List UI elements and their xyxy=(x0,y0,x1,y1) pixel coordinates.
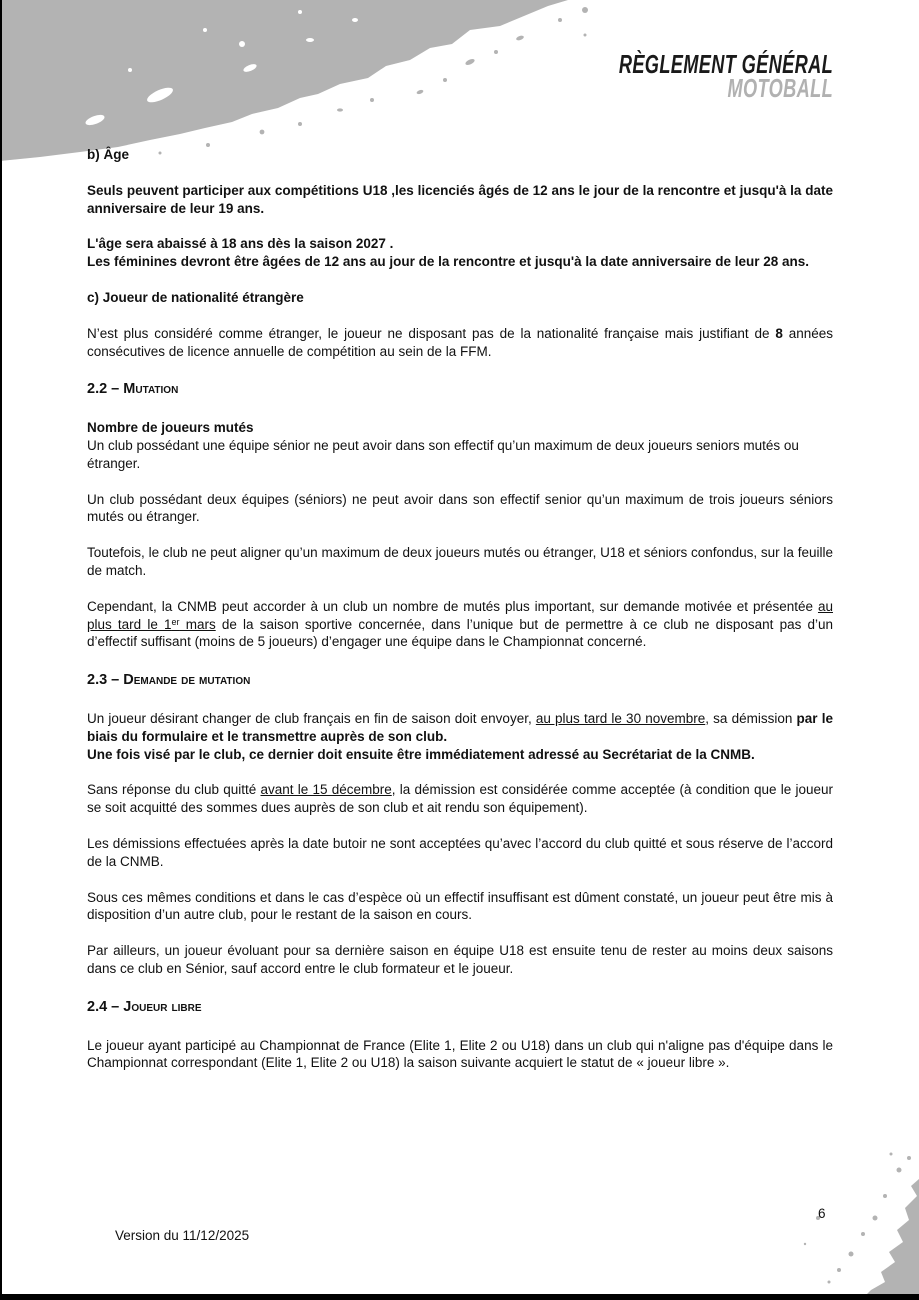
brand-subtitle: MOTOBALL xyxy=(727,73,833,103)
document-body xyxy=(87,146,833,1090)
section-heading: 2.2 – Mutation xyxy=(87,381,179,398)
paragraph: L'âge sera abaissé à 18 ans dès la saison 2027 . Les féminines devront être âgées de 12 ans au jour de la rencontre et jusqu'à la date anniversaire de leur 28 ans. xyxy=(87,236,809,270)
paragraph: Sans réponse du club quitté avant le 15 décembre, la démission est considérée comme acceptée (à condition que le joueur se soit acquitté des sommes dues auprès de son club et ait rendu son équipement). xyxy=(87,782,833,816)
paragraph: Les démissions effectuées après la date butoir ne sont acceptées qu’avec l’accord du club quitté et sous réserve de l’accord de la CNMB. xyxy=(87,835,833,869)
heading: c) Joueur de nationalité étrangère xyxy=(87,289,304,305)
paragraph: Par ailleurs, un joueur évoluant pour sa dernière saison en équipe U18 est ensuite tenu de rester au moins deux saisons dans ce club en Sénior, sauf accord entre le club formateur et le joueur. xyxy=(87,943,833,976)
paragraph: N’est plus considéré comme étranger, le joueur ne disposant pas de la nationalité française mais justifiant de 8 années consécutives de licence annuelle de compétition au sein de la FFM. xyxy=(87,325,833,359)
heading: b) Âge xyxy=(87,147,129,162)
section-heading: 2.3 – Demande de mutation xyxy=(87,672,251,689)
heading: Nombre de joueurs mutés xyxy=(87,420,254,436)
paragraph: Toutefois, le club ne peut aligner qu’un maximum de deux joueurs mutés ou étranger, U18 et séniors confondus, sur la feuille de match. xyxy=(87,545,833,578)
paragraph: Le joueur ayant participé au Championnat de France (Elite 1, Elite 2 ou U18) dans un club qui n'aligne pas d'équipe dans le Championnat correspondant (Elite 1, Elite 2 ou U18) la saison suivante acquiert le statut de « joueur libre ». xyxy=(87,1037,833,1071)
brand-title: RÈGLEMENT GÉNÉRAL xyxy=(618,49,833,79)
grunge-splatter-top-left xyxy=(0,0,600,165)
footer-version: Version du 11/12/2025 xyxy=(115,1228,250,1243)
grunge-splatter-bottom-right xyxy=(759,1134,919,1294)
paragraph: Sous ces mêmes conditions et dans le cas d’espèce où un effectif insuffisant est dûment constaté, un joueur peut être mis à disposition d’un autre club, pour le restant de la saison en cours. xyxy=(87,889,833,923)
paragraph: Cependant, la CNMB peut accorder à un club un nombre de mutés plus important, sur demande motivée et présentée au plus tard le 1er mars de la saison sportive concernée, dans l’unique but de permettre à ce club ne disposant pas d’un d’effectif suffisant (moins de 5 joueurs) d’engager une équipe dans le Championnat concerné. xyxy=(87,598,834,650)
paragraph: Un club possédant une équipe sénior ne peut avoir dans son effectif qu’un maximum de deux joueurs seniors mutés ou étranger. xyxy=(87,437,799,471)
paragraph: Un club possédant deux équipes (séniors) ne peut avoir dans son effectif senior qu’un maximum de trois joueurs séniors mutés ou étranger. xyxy=(87,491,833,525)
paragraph: Un joueur désirant changer de club français en fin de saison doit envoyer, au plus tard le 30 novembre, sa démission par le biais du formulaire et le transmettre auprès de son club. Une fois visé par le club, ce dernier doit ensuite être immédiatement adressé au Secrétariat de la CNMB. xyxy=(87,710,833,762)
section-heading: 2.4 – Joueur libre xyxy=(87,998,202,1015)
paragraph: Seuls peuvent participer aux compétitions U18 ,les licenciés âgés de 12 ans le jour de la rencontre et jusqu'à la date anniversaire de leur 19 ans. xyxy=(87,182,833,216)
page-number: 6 xyxy=(818,1206,826,1221)
page-left-edge xyxy=(0,0,2,1300)
header-brand xyxy=(527,49,833,103)
page-bottom-edge xyxy=(0,1294,919,1300)
